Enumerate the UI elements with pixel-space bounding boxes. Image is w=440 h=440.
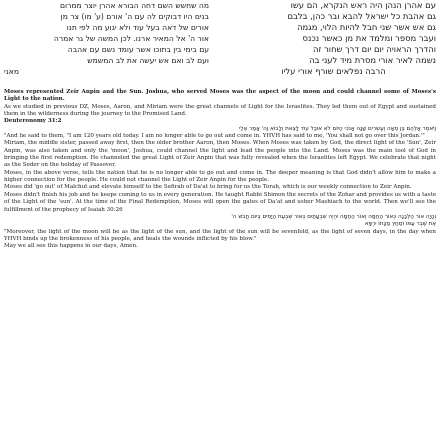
hebrew-line: גם אש אשר שני חבל להיות הלוי, מגמה [297, 22, 436, 32]
paragraph: Moses, in the above verse, tells the nation that he is no longer able to go out and come in. The deeper meaning is that God didn't allow him to make a higher connection for the people. He could not channel the Light of Zeir Anpin for the people. [4, 169, 436, 184]
hebrew-line: גם אהבת כל ישראל להבא ובר כהן, בלבם [287, 11, 436, 21]
english-commentary [4, 89, 436, 251]
hebrew-line: הרבה נפלאים שורף אורי עליו [281, 66, 386, 76]
paragraph: May we all see this happens in our days, Amen. [4, 243, 138, 250]
paragraph: "And he said to them, "I am 120 years old today. I am no longer able to go out and come in. YHVH has said to me, 'You shall not go over this Jordan.'" [4, 133, 425, 140]
hebrew-line: והדרך הראויה יום יום דרך שחור זה [313, 44, 436, 54]
paragraph: "Moreover, the light of the moon will be as the light of the sun, and the light of the sun will be sevenfold, as the light of seven days, in the day when YHVH binds up the brokenness of his people, and heals the wounds inflicted by his blow." [4, 228, 436, 242]
hebrew-line: ועבר מספר ומלמד את מן כאשר נכנס [302, 33, 436, 43]
hebrew-line: עם אהרן הנהן היה ראש הנקרא, הם עשו [290, 0, 436, 10]
paragraph: Moses did 'go out' of Malchut and elevate himself to the Sefirah of Da'at to bring for us the Torah, which is our weekly connection to Zeir Anpin. [4, 184, 412, 191]
hebrew-line: אורים של דאה בעל עוד ולא יגוע מה לפי תנו [66, 23, 209, 32]
hebrew-column-right [231, 0, 436, 77]
paragraph: Moses represented Zeir Anpin and the Sun. Joshua, who served Moses was the aspect of the moon and could channel some of Moses's Light to the nation. [4, 89, 436, 103]
hebrew-line: אור ה' אל המאיר ארנו. לכן המשה של גר אמרה [53, 34, 209, 43]
hebrew-line: בנים היו דבוקים לה עם ה' אורם (ע' מו) צר מן [60, 12, 209, 21]
hebrew-line: נשמה לאיר אורי מסרת מיד לעני בה [309, 55, 436, 65]
hebrew-line: עם בימי בין בתוכו אשר עומד נשם עם אהבה [67, 45, 209, 54]
verse-reference: Deuteronomy 31:2 [4, 118, 62, 125]
hebrew-line: מה שחשש השם דחה הבורא אהרן יוצר ממרום [59, 1, 209, 10]
hebrew-verse: וְהָיָה אוֹר הַלְּבָנָה כְּאוֹר הַחַמָּה וְאוֹר הַחַמָּה יִהְיֶה שִׁבְעָתַיִם כְּאוֹר שִׁבְעַת הַיָּמִים בְּיוֹם חֲבֹשׁ ה' [231, 213, 436, 220]
hebrew-line: ועם לב ואם אש יעשה את לב המשמש [87, 56, 209, 65]
hebrew-verse: אֶת שֶׁבֶר עַמּוֹ וּמַחַץ מַכָּתוֹ יִרְפָּא [364, 221, 436, 228]
paragraph: Moses didn't finish his job and he keeps coming to us in every generation. He taught Rabbi Shimon the secrets of the Zohar and provides us with a taste of the Light of the 'sun'. At the time of the Final Redemption, Moses will open the gates of Da'at and usher Mashiach to the world. Then we'll see the fulfillment of the prophecy of Isaiah 30:26 [4, 191, 436, 213]
hebrew-verse: וַיֹּאמֶר אֲלֵהֶם בֶּן מֵאָה וְעֶשְׂרִים שָׁנָה אָנֹכִי הַיּוֹם לֹא אוּכַל עוֹד לָצֵאת וְלָבוֹא וַה' אָמַר אֵלַי [239, 125, 436, 132]
hebrew-text-block [0, 0, 440, 90]
hebrew-column-left [4, 0, 209, 77]
hebrew-closing-word: מאני [4, 67, 19, 76]
paragraph: Miriam, the middle sister, passed away first, then the older brother Aaron, then Moses. When Moses was taken by God, the direct light of the 'Sun', Zeir Anpin, was also taken and only the 'moon', Joshua, could channel the light and lead the people into the Land. Moses was the main tool of God in bringing the first redemption. He channeled the great Light of Zeir Anpin that was fully revealed when the Israelites left Egypt. We celebrate that night as the Seder on the holiday of Passover. [4, 140, 436, 169]
paragraph: As we studied in previous DZ, Moses, Aaron, and Miriam were the great channels of Light for the Israelites. They led them out of Egypt and sustained them in the wilderness during the journey to the Promised Land. [4, 103, 436, 118]
